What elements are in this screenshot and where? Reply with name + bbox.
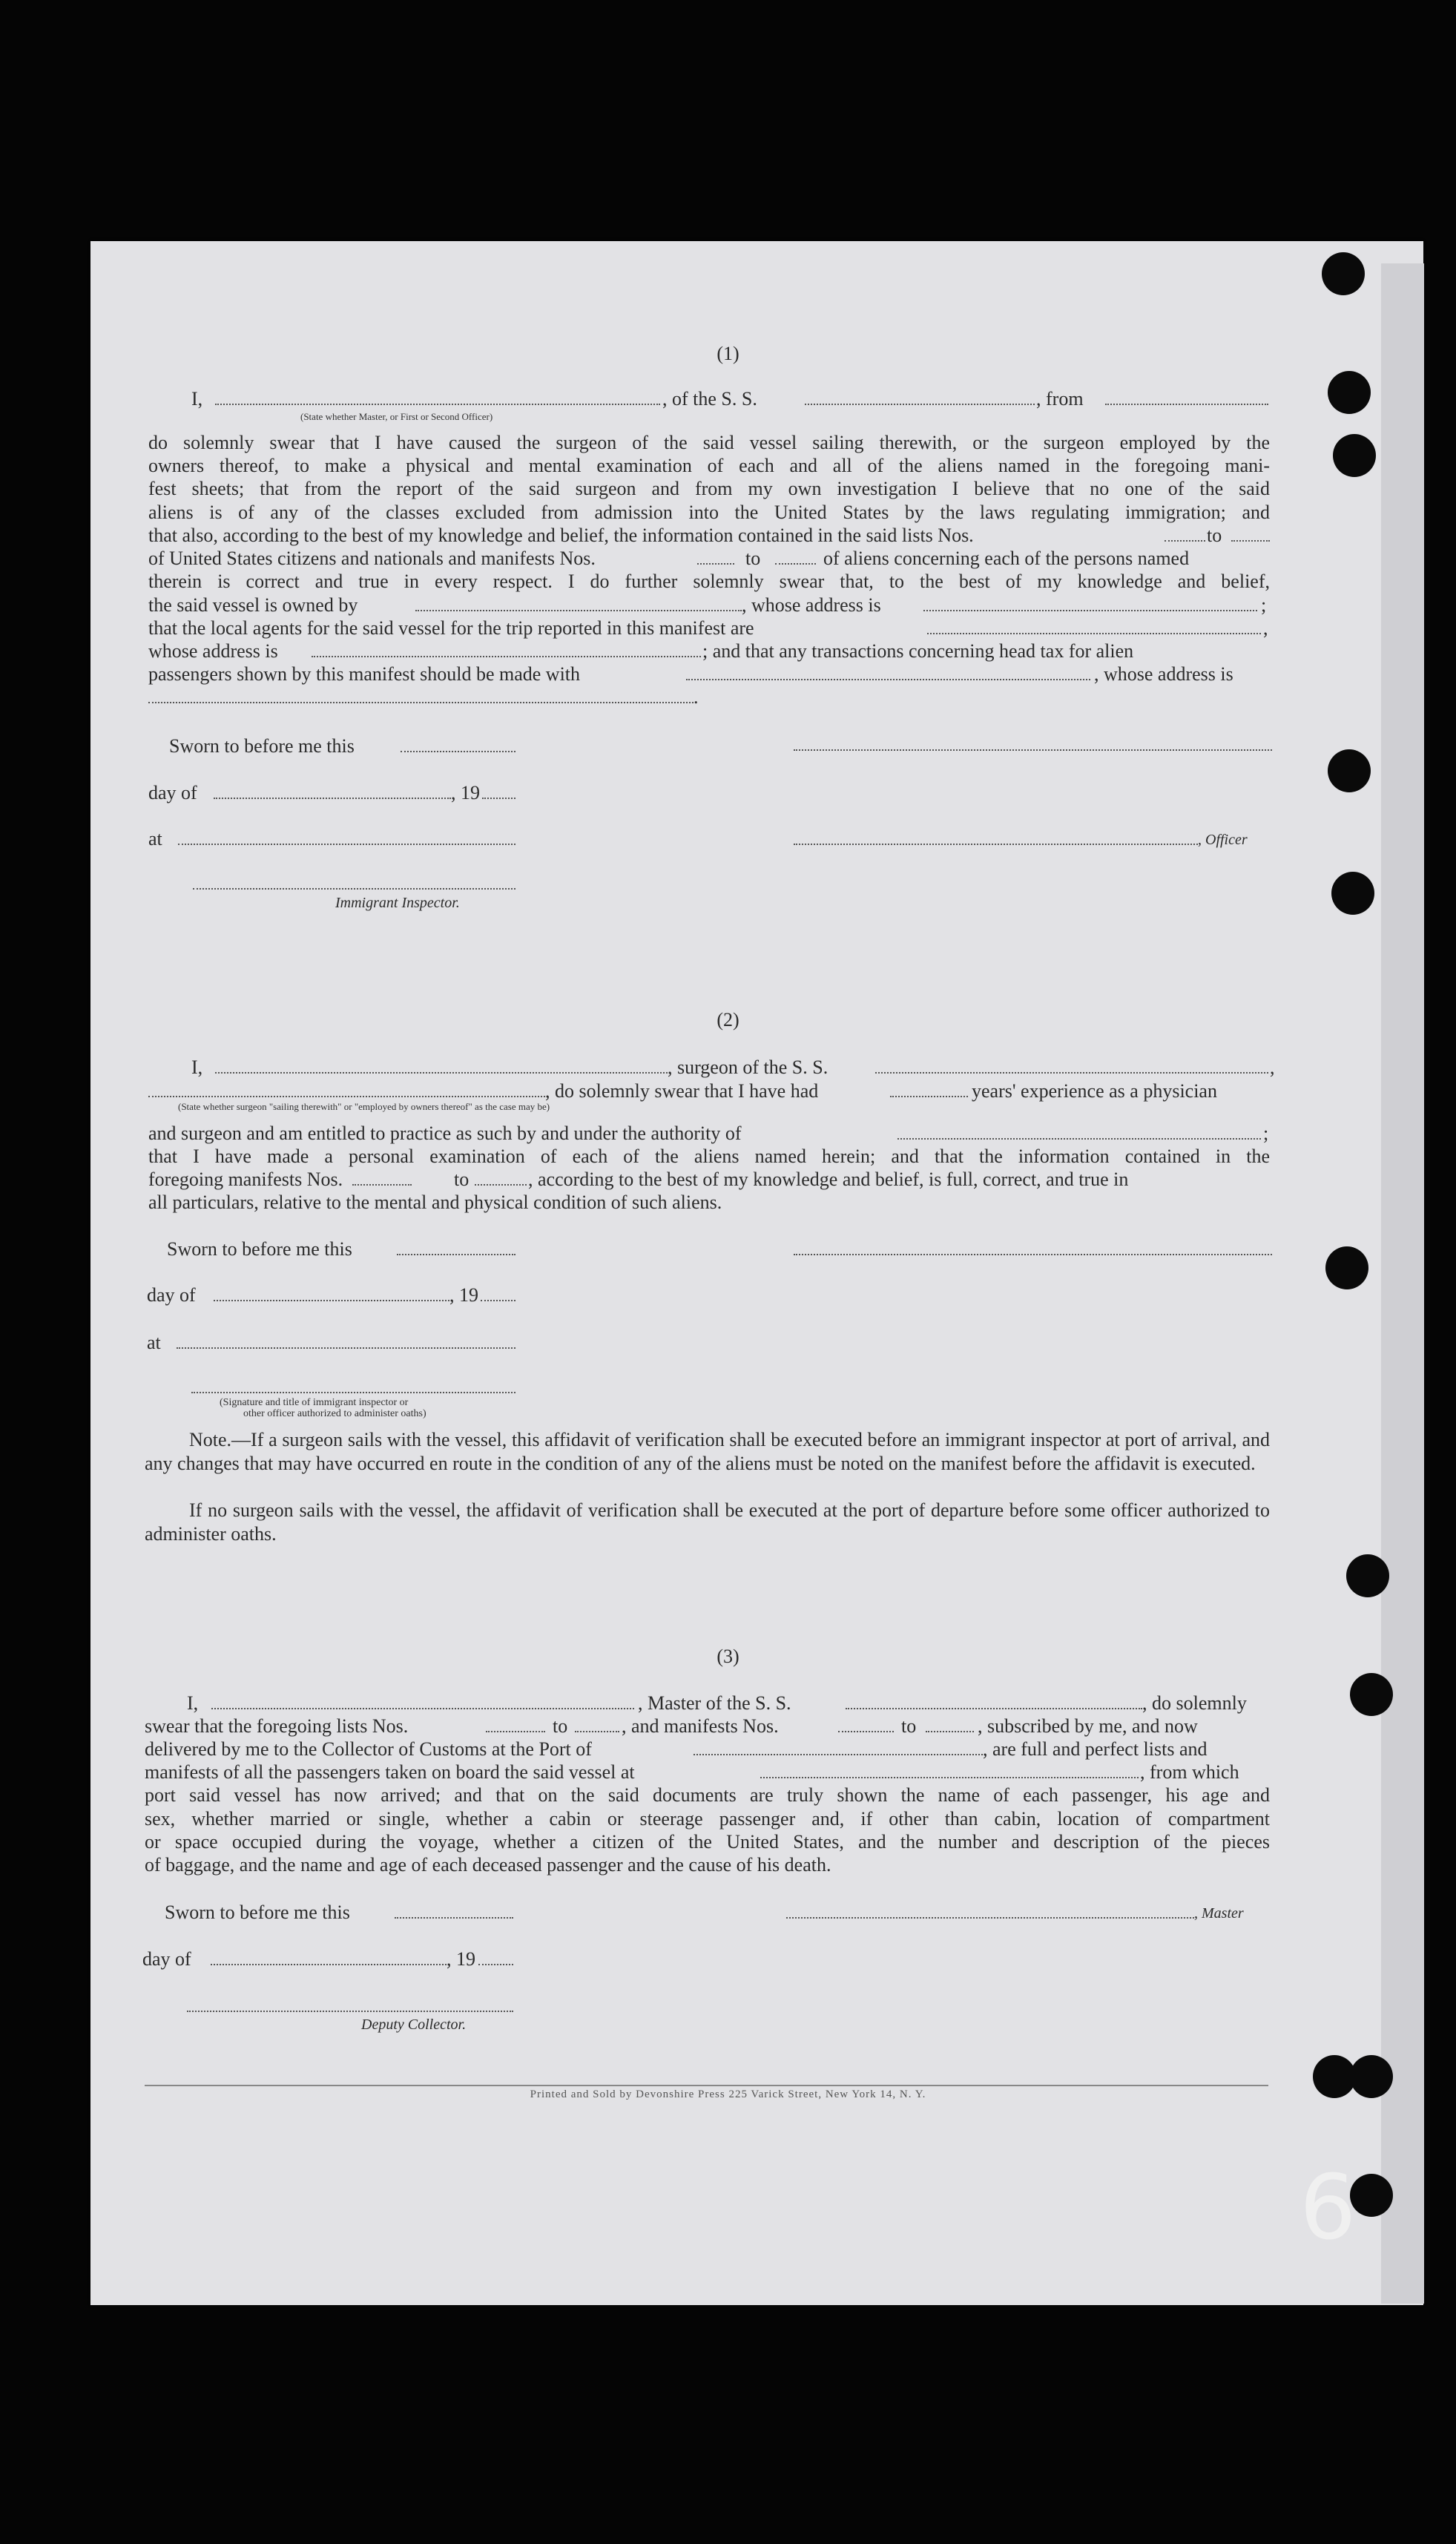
s1-inspector-signature-line[interactable]	[193, 888, 515, 890]
s1-sworn: Sworn to before me this	[169, 735, 355, 757]
s3-lists-to[interactable]	[575, 1731, 619, 1732]
s3-collector-signature-line[interactable]	[187, 2011, 513, 2012]
s1-officer-signature-line[interactable]	[794, 749, 1272, 751]
punch-hole	[1325, 1246, 1368, 1289]
s1-agents-address-field[interactable]	[312, 656, 701, 657]
s1-aliens-concerning: of aliens concerning each of the persons named	[823, 548, 1190, 569]
s1-at-field[interactable]	[178, 844, 515, 845]
s1-caption: (State whether Master, or First or Second Officer)	[300, 411, 493, 422]
s2-caption: (State whether surgeon "sailing therewith" or "employed by owners thereof" as the case may be)	[178, 1101, 550, 1112]
s2-surgeon-of: , surgeon of the S. S.	[668, 1056, 829, 1078]
s2-at-field[interactable]	[177, 1347, 515, 1349]
s2-month-field[interactable]	[214, 1300, 449, 1301]
s2-semicolon: ;	[1263, 1123, 1269, 1144]
s3-sworn: Sworn to before me this	[165, 1902, 350, 1923]
s1-dayof: day of	[148, 782, 197, 803]
s2-name-field[interactable]	[215, 1072, 668, 1074]
s1-officer-label: , Officer	[1198, 832, 1248, 848]
s1-whose-address-2: , whose address is	[1094, 663, 1233, 685]
s1-whose-address: , whose address is	[742, 594, 881, 616]
s1-manifests-from[interactable]	[697, 563, 734, 565]
s1-line: of United States citizens and nationals and manifests Nos.	[148, 548, 596, 569]
s1-officer-field[interactable]	[794, 844, 1198, 845]
s1-line: the said vessel is owned by	[148, 594, 358, 616]
s2-line: and surgeon and am entitled to practice as such by and under the authority of	[148, 1123, 742, 1144]
section-3-number: (3)	[717, 1646, 739, 1667]
s3-to: to	[553, 1715, 568, 1737]
punch-hole	[1322, 252, 1365, 295]
s3-manifests-from[interactable]	[838, 1731, 894, 1732]
s3-year: , 19	[447, 1948, 475, 1970]
s2-note: Note.—If a surgeon sails with the vessel, this affidavit of verification shall be executed before an immigrant inspector at port of arrival, and any changes that may have occurred en route in the condition of any of the aliens must be noted on the manifest before the affidavit is executed.	[145, 1429, 1270, 1474]
s1-inspector-label: Immigrant Inspector.	[335, 895, 460, 911]
s2-year-field[interactable]	[481, 1300, 515, 1301]
s2-at: at	[147, 1332, 161, 1353]
s1-owner-address-field[interactable]	[923, 610, 1257, 611]
punch-hole	[1333, 434, 1376, 477]
punch-hole	[1328, 749, 1371, 792]
s1-year-field[interactable]	[482, 798, 515, 799]
s3-sworn-day-field[interactable]	[395, 1917, 513, 1919]
s1-lists-from[interactable]	[1165, 540, 1205, 542]
s3-solemnly: , do solemnly	[1142, 1692, 1247, 1714]
s3-collector-label: Deputy Collector.	[361, 2017, 467, 2033]
s3-master-signature-line[interactable]	[786, 1917, 1194, 1919]
s1-from-field[interactable]	[1105, 404, 1268, 405]
section-1-number: (1)	[717, 343, 739, 364]
s2-authority-field[interactable]	[897, 1138, 1261, 1140]
s1-headtax-address-field[interactable]	[148, 702, 694, 703]
s3-manifests-to[interactable]	[926, 1731, 974, 1732]
s3-line: manifests of all the passengers taken on board the said vessel at	[145, 1761, 635, 1783]
s3-master-label: , Master	[1194, 1905, 1244, 1922]
s1-at: at	[148, 828, 162, 849]
s3-line: port said vessel has now arrived; and that on the said documents are truly shown the name of each passenger, his age and	[145, 1784, 1270, 1806]
section-2-number: (2)	[717, 1009, 739, 1031]
s3-line: delivered by me to the Collector of Customs at the Port of	[145, 1738, 592, 1760]
s1-line: do solemnly swear that I have caused the surgeon of the said vessel sailing therewith, or the surgeon employed by the	[148, 432, 1270, 453]
s2-sworn: Sworn to before me this	[167, 1238, 352, 1260]
s3-year-field[interactable]	[478, 1964, 513, 1965]
s3-to: to	[901, 1715, 917, 1737]
printer-imprint: Printed and Sold by Devonshire Press 225 Varick Street, New York 14, N. Y.	[530, 2088, 926, 2100]
s3-subscribed: , subscribed by me, and now	[978, 1715, 1198, 1737]
page-edge	[1381, 263, 1424, 2304]
s3-line: of baggage, and the name and age of each deceased passenger and the cause of his death.	[145, 1854, 831, 1876]
s1-headtax-field[interactable]	[686, 679, 1090, 680]
s2-sailing-field[interactable]	[148, 1096, 545, 1097]
s2-to: to	[454, 1169, 470, 1190]
s1-line: therein is correct and true in every respect. I do further solemnly swear that, to the best of my knowledge and belief,	[148, 571, 1270, 592]
s2-years-field[interactable]	[890, 1096, 968, 1097]
s1-line: aliens is of any of the classes excluded from admission into the United States by the laws regulating immigration; and	[148, 502, 1270, 523]
s3-month-field[interactable]	[211, 1964, 447, 1965]
s1-line: passengers shown by this manifest should be made with	[148, 663, 581, 685]
s3-line: swear that the foregoing lists Nos.	[145, 1715, 409, 1737]
s1-line: that also, according to the best of my knowledge and belief, the information contained in the said lists Nos.	[148, 525, 974, 546]
s2-sworn-day-field[interactable]	[397, 1254, 515, 1255]
s3-name-field[interactable]	[211, 1708, 634, 1709]
footer-rule	[145, 2085, 1268, 2086]
s1-line: fest sheets; that from the report of the said surgeon and from my own investigation I believe that no one of the said	[148, 478, 1270, 499]
s1-to: to	[1207, 525, 1222, 546]
s1-from: , from	[1036, 388, 1084, 410]
s2-i: I,	[191, 1056, 203, 1078]
s1-of-ss: , of the S. S.	[662, 388, 757, 410]
s1-year: , 19	[451, 782, 480, 803]
s2-vessel-field[interactable]	[875, 1072, 1268, 1074]
punch-hole	[1331, 872, 1374, 915]
s3-manifests: , and manifests Nos.	[622, 1715, 779, 1737]
s1-line: owners thereof, to make a physical and mental examination of each and all of the aliens named in the foregoing mani-	[148, 455, 1270, 476]
s2-surgeon-signature-line[interactable]	[794, 1254, 1272, 1255]
s1-name-field[interactable]	[215, 404, 660, 405]
punch-hole	[1350, 2174, 1393, 2217]
s2-dayof: day of	[147, 1284, 196, 1306]
punch-hole	[1350, 1673, 1393, 1716]
s1-i: I,	[191, 388, 203, 410]
s2-sig-caption: (Signature and title of immigrant inspector or	[220, 1397, 409, 1408]
s3-lists-from[interactable]	[486, 1731, 545, 1732]
s2-years-experience: years' experience as a physician	[972, 1080, 1217, 1102]
s2-line: foregoing manifests Nos.	[148, 1169, 343, 1190]
s1-vessel-field[interactable]	[805, 404, 1035, 405]
s2-solemnly: , do solemnly swear that I have had	[545, 1080, 819, 1102]
s2-note: If no surgeon sails with the vessel, the affidavit of verification shall be executed at the port of departure before some officer authorized to administer oaths.	[145, 1499, 1270, 1545]
s3-dayof: day of	[142, 1948, 191, 1970]
s1-line: that the local agents for the said vessel for the trip reported in this manifest are	[148, 617, 754, 639]
s1-agents-field[interactable]	[927, 633, 1261, 634]
s3-from-which: , from which	[1140, 1761, 1239, 1783]
s2-line: , according to the best of my knowledge and belief, is full, correct, and true in	[528, 1169, 1129, 1190]
s1-month-field[interactable]	[214, 798, 451, 799]
s1-owner-field[interactable]	[415, 610, 742, 611]
s1-head-tax: ; and that any transactions concerning head tax for alien	[702, 640, 1134, 662]
s1-to: to	[745, 548, 761, 569]
s1-period: .	[694, 686, 699, 708]
s2-year: , 19	[449, 1284, 478, 1306]
s3-vessel-field[interactable]	[846, 1708, 1142, 1709]
s3-line: sex, whether married or single, whether a cabin or steerage passenger and, if other than cabin, location of compartment	[145, 1808, 1270, 1830]
s2-line: all particulars, relative to the mental and physical condition of such aliens.	[148, 1192, 722, 1213]
s2-line: that I have made a personal examination of each of the aliens named herein; and that the information contained in the	[148, 1146, 1270, 1167]
s3-port-field[interactable]	[694, 1754, 983, 1755]
margin-mark: 9	[1299, 2152, 1357, 2255]
s2-sig-caption: other officer authorized to administer oaths)	[243, 1408, 426, 1419]
s3-full-perfect: , are full and perfect lists and	[983, 1738, 1208, 1760]
s1-line: whose address is	[148, 640, 278, 662]
s2-officer-signature-line[interactable]	[191, 1392, 515, 1393]
s3-master-of: , Master of the S. S.	[638, 1692, 791, 1714]
s2-comma: ,	[1270, 1056, 1275, 1078]
s2-manifests-from[interactable]	[352, 1184, 412, 1186]
s1-comma: ,	[1263, 617, 1268, 639]
s1-lists-to[interactable]	[1231, 540, 1270, 542]
punch-hole	[1346, 1554, 1389, 1597]
s2-manifests-to[interactable]	[475, 1184, 527, 1186]
s1-sworn-day-field[interactable]	[401, 751, 515, 752]
punch-hole	[1328, 371, 1371, 414]
s1-semicolon: ;	[1261, 594, 1267, 616]
s3-boarding-port-field[interactable]	[760, 1777, 1139, 1778]
s3-i: I,	[187, 1692, 199, 1714]
s3-line: or space occupied during the voyage, whether a citizen of the United States, and the number and description of the pieces	[145, 1831, 1270, 1853]
s1-manifests-to[interactable]	[775, 563, 816, 565]
